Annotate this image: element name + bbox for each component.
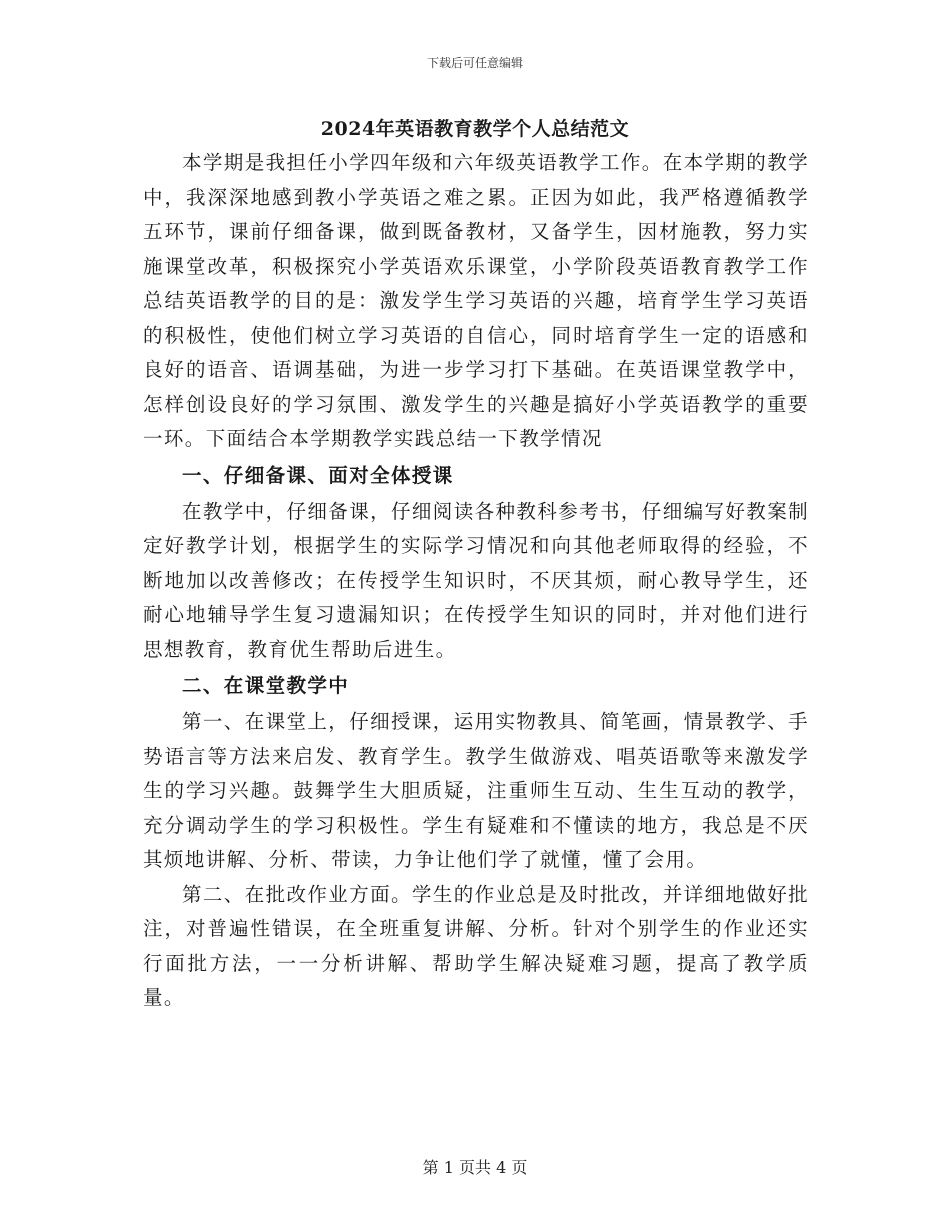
page-indicator: 第 1 页共 4 页 <box>422 1158 528 1177</box>
header-note: 下载后可任意编辑 <box>426 56 523 70</box>
section-2-paragraph-1: 第一、在课堂上，仔细授课，运用实物教具、简笔画，情景教学、手势语言等方法来启发、教育学生。教学生做游戏、唱英语歌等来激发学生的学习兴趣。鼓舞学生大胆质疑，注重师生互动、生生互动的教学，充分调动学生的学习积极性。学生有疑难和不懂读的地方，我总是不厌其烦地讲解、分析、带读，力争让他们学了就懂，懂了会用。 <box>143 710 810 871</box>
section-2-paragraph-2: 第二、在批改作业方面。学生的作业总是及时批改，并详细地做好批注，对普遍性错误，在全班重复讲解、分析。针对个别学生的作业还实行面批方法，一一分析讲解、帮助学生解决疑难习题，提高了教学质量。 <box>143 882 810 1009</box>
section-1-paragraph: 在教学中，仔细备课，仔细阅读各种教科参考书，仔细编写好教案制定好教学计划，根据学生的实际学习情况和向其他老师取得的经验，不断地加以改善修改；在传授学生知识时，不厌其烦，耐心教导学生，还耐心地辅导学生复习遗漏知识；在传授学生知识的同时，并对他们进行思想教育，教育优生帮助后进生。 <box>143 499 810 661</box>
section-2-heading: 二、在课堂教学中 <box>182 674 350 697</box>
document-title: 2024年英语教育教学个人总结范文 <box>320 118 630 140</box>
section-1-heading: 一、仔细备课、面对全体授课 <box>182 463 454 487</box>
document-body <box>143 146 809 1016</box>
intro-paragraph: 本学期是我担任小学四年级和六年级英语教学工作。在本学期的教学中，我深深地感到教小学英语之难之累。正因为如此，我严格遵循教学五环节，课前仔细备课，做到既备教材，又备学生，因材施教，努力实施课堂改革，积极探究小学英语欢乐课堂，小学阶段英语教育教学工作总结英语教学的目的是：激发学生学习英语的兴趣，培育学生学习英语的积极性，使他们树立学习英语的自信心，同时培育学生一定的语感和良好的语音、语调基础，为进一步学习打下基础。在英语课堂教学中，怎样创设良好的学习氛围、激发学生的兴趣是搞好小学英语教学的重要一环。下面结合本学期教学实践总结一下教学情况 <box>143 151 810 450</box>
